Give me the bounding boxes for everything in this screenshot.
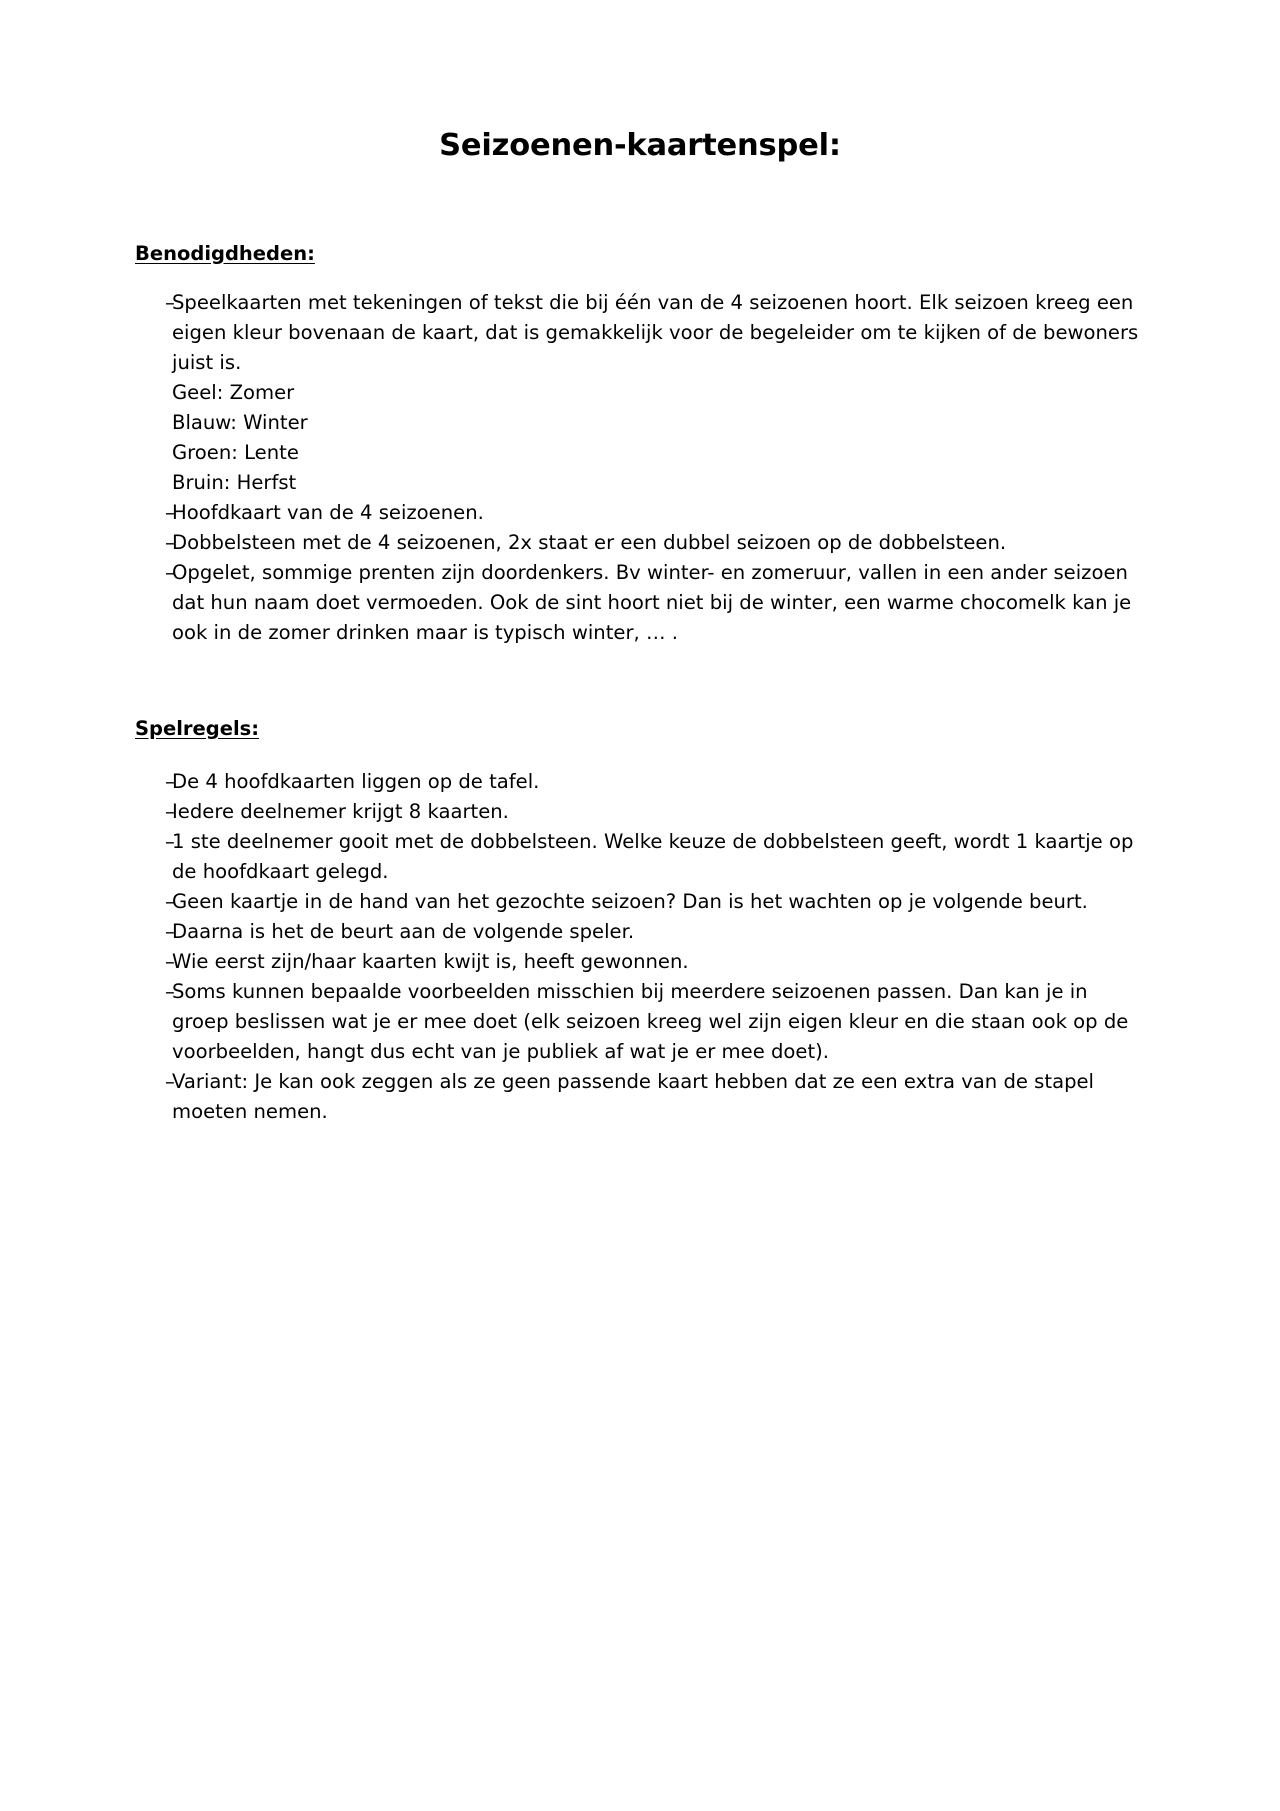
bullet-dash-icon: – bbox=[165, 799, 175, 823]
section-benodigdheden bbox=[135, 241, 1145, 648]
bullet-dash-icon: – bbox=[165, 560, 175, 584]
list-item-main-text: Opgelet, sommige prenten zijn doordenkers. Bv winter- en zomeruur, vallen in een ander seizoen dat hun naam doet vermoeden. Ook de sint hoort niet bij de winter, een warme chocomelk kan je ook in de zomer drinken maar is typisch winter, … . bbox=[172, 560, 1132, 644]
list-item-text bbox=[170, 1067, 1145, 1127]
bullet-dash-icon: – bbox=[165, 1069, 175, 1093]
list-item-text bbox=[170, 498, 1145, 528]
list-item bbox=[135, 528, 1145, 558]
section-heading-spelregels: Spelregels: bbox=[135, 716, 260, 740]
list-item-text bbox=[170, 917, 1145, 947]
bullet-dash-icon: – bbox=[165, 979, 175, 1003]
list-item bbox=[135, 288, 1145, 498]
bullet-dash-icon: – bbox=[165, 919, 175, 943]
bullet-dash-icon: – bbox=[165, 500, 175, 524]
list-item bbox=[135, 1067, 1145, 1127]
list-item-subline: Geel: Zomer bbox=[172, 380, 295, 404]
list-item-text bbox=[170, 977, 1145, 1067]
list-item-text bbox=[170, 558, 1145, 648]
list-item bbox=[135, 887, 1145, 917]
bullet-dash-icon: – bbox=[165, 889, 175, 913]
section-heading-benodigdheden: Benodigdheden: bbox=[135, 241, 315, 265]
list-item-main-text: Wie eerst zijn/haar kaarten kwijt is, heeft gewonnen. bbox=[172, 949, 689, 973]
bullet-dash-icon: – bbox=[165, 290, 175, 314]
list-item-subline: Blauw: Winter bbox=[172, 410, 308, 434]
list-item-main-text: Soms kunnen bepaalde voorbeelden misschien bij meerdere seizoenen passen. Dan kan je in groep beslissen wat je er mee doet (elk seizoen kreeg wel zijn eigen kleur en die staan ook op de voorbeelden, hangt dus echt van je publiek af wat je er mee doet). bbox=[172, 979, 1129, 1063]
list-item-main-text: Iedere deelnemer krijgt 8 kaarten. bbox=[172, 799, 509, 823]
list-item bbox=[135, 947, 1145, 977]
list-item-subline: Bruin: Herfst bbox=[172, 470, 297, 494]
list-item bbox=[135, 827, 1145, 887]
list-item-text bbox=[170, 887, 1145, 917]
list-item-text bbox=[170, 528, 1145, 558]
list-item bbox=[135, 917, 1145, 947]
list-item-main-text: Geen kaartje in de hand van het gezochte seizoen? Dan is het wachten op je volgende beurt. bbox=[172, 889, 1088, 913]
page-title: Seizoenen-kaartenspel: bbox=[439, 128, 841, 163]
list-item-text bbox=[170, 767, 1145, 797]
bullet-dash-icon: – bbox=[165, 949, 175, 973]
list-item bbox=[135, 767, 1145, 797]
list-item-text bbox=[170, 827, 1145, 887]
bullet-dash-icon: – bbox=[165, 769, 175, 793]
list-item-text bbox=[170, 797, 1145, 827]
list-item-text bbox=[170, 947, 1145, 977]
list-item bbox=[135, 797, 1145, 827]
list-item bbox=[135, 498, 1145, 528]
list-item bbox=[135, 558, 1145, 648]
list-item-main-text: Speelkaarten met tekeningen of tekst die bij één van de 4 seizoenen hoort. Elk seizoen kreeg een eigen kleur bovenaan de kaart, dat is gemakkelijk voor de begeleider om te kijken of de bewoners juist is. bbox=[172, 290, 1139, 374]
list-item-main-text: Dobbelsteen met de 4 seizoenen, 2x staat er een dubbel seizoen op de dobbelsteen. bbox=[172, 530, 1007, 554]
list-item-main-text: Hoofdkaart van de 4 seizoenen. bbox=[172, 500, 484, 524]
list-item-main-text: De 4 hoofdkaarten liggen op de tafel. bbox=[172, 769, 540, 793]
list-item bbox=[135, 977, 1145, 1067]
list-item-main-text: Variant: Je kan ook zeggen als ze geen passende kaart hebben dat ze een extra van de stapel moeten nemen. bbox=[172, 1069, 1095, 1123]
list-item-main-text: 1 ste deelnemer gooit met de dobbelsteen. Welke keuze de dobbelsteen geeft, wordt 1 kaartje op de hoofdkaart gelegd. bbox=[172, 829, 1134, 883]
section-spelregels bbox=[135, 716, 1145, 1127]
list-item-main-text: Daarna is het de beurt aan de volgende speler. bbox=[172, 919, 635, 943]
requirements-list bbox=[135, 288, 1145, 648]
bullet-dash-icon: – bbox=[165, 829, 175, 853]
document-content bbox=[135, 0, 1145, 1127]
bullet-dash-icon: – bbox=[165, 530, 175, 554]
list-item-subline: Groen: Lente bbox=[172, 440, 299, 464]
list-item-text bbox=[170, 288, 1145, 498]
rules-list bbox=[135, 767, 1145, 1127]
